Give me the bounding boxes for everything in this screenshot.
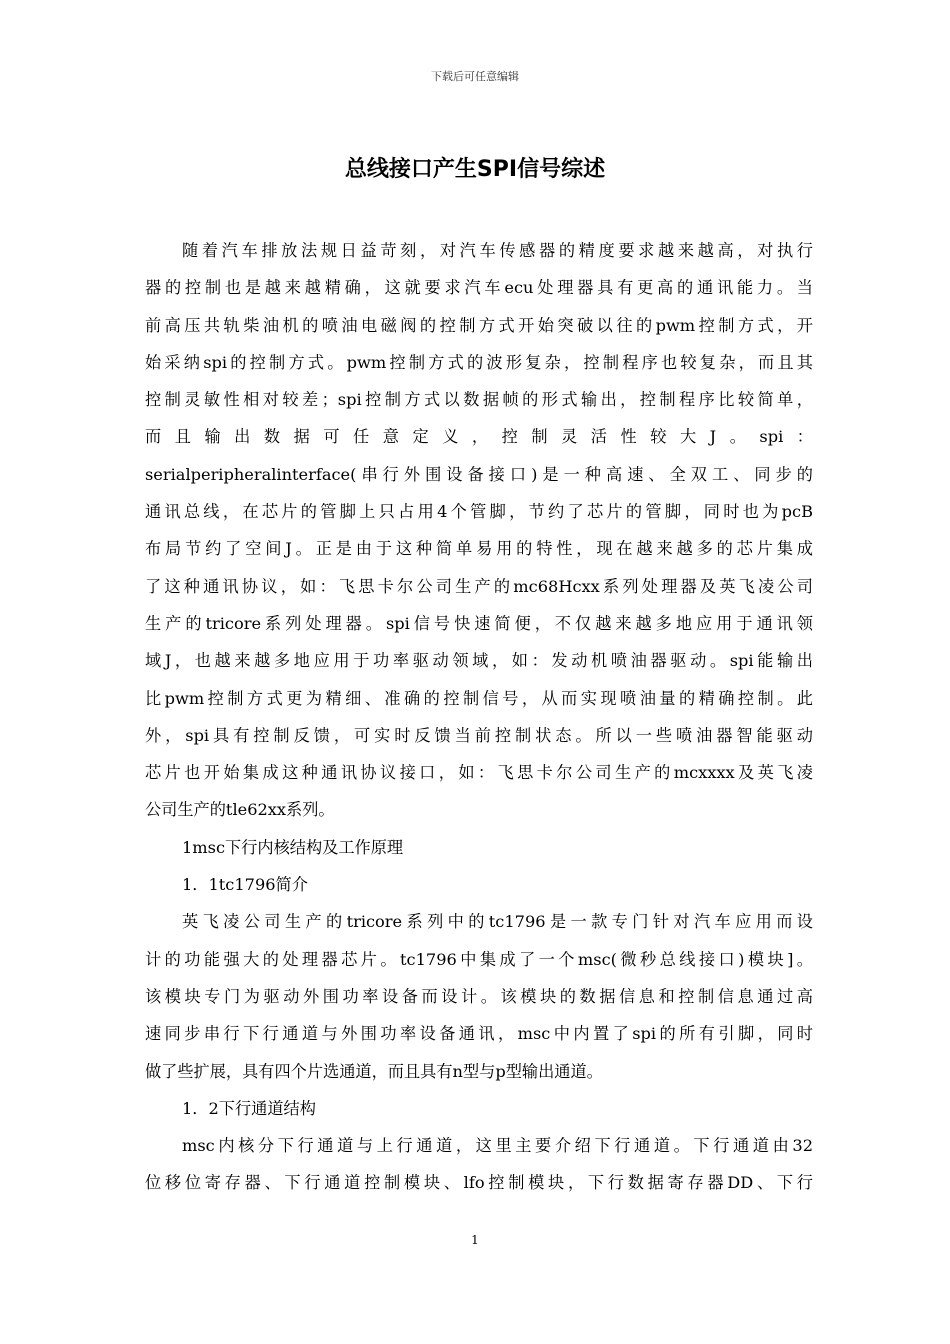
text-line: 而且输出数据可任意定义，控制灵活性较大J。spi： (145, 427, 813, 447)
text-line: 了这种通讯协议，如：飞思卡尔公司生产的mc68Hcxx系列处理器及英飞凌公司 (145, 576, 813, 596)
text-line: 速同步串行下行通道与外围功率设备通讯，msc中内置了spi的所有引脚，同时 (145, 1024, 813, 1044)
text-line: 域J，也越来越多地应用于功率驱动领域，如：发动机喷油器驱动。spi能输出 (145, 651, 813, 671)
subsection-heading: 1．2下行通道结构 (182, 1098, 316, 1118)
subsection-heading: 1．1tc1796简介 (182, 875, 308, 895)
document-title: 总线接口产生SPI信号综述 (344, 157, 606, 182)
text-line: 始采纳spi的控制方式。pwm控制方式的波形复杂，控制程序也较复杂，而且其 (145, 352, 813, 372)
page-number: 1 (471, 1233, 479, 1247)
text-line: 芯片也开始集成这种通讯协议接口，如：飞思卡尔公司生产的mcxxxx及英飞凌 (145, 763, 813, 783)
text-line: 比pwm控制方式更为精细、准确的控制信号，从而实现喷油量的精确控制。此 (145, 688, 813, 708)
text-line: 公司生产的tle62xx系列。 (145, 800, 335, 820)
text-line: msc内核分下行通道与上行通道，这里主要介绍下行通道。下行通道由32 (182, 1136, 813, 1156)
text-line: 前高压共轨柴油机的喷油电磁阀的控制方式开始突破以往的pwm控制方式，开 (145, 315, 813, 335)
text-line: 器的控制也是越来越精确，这就要求汽车ecu处理器具有更高的通讯能力。当 (145, 278, 813, 298)
header-note: 下载后可任意编辑 (431, 70, 519, 83)
text-line: 布局节约了空间J。正是由于这种简单易用的特性，现在越来越多的芯片集成 (145, 539, 813, 559)
text-line: 位移位寄存器、下行通道控制模块、lfo控制模块，下行数据寄存器DD、下行 (145, 1173, 813, 1193)
text-line: 通讯总线，在芯片的管脚上只占用4个管脚，节约了芯片的管脚，同时也为pcB (145, 502, 813, 522)
text-line: 计的功能强大的处理器芯片。tc1796中集成了一个msc(微秒总线接口)模块]。 (145, 949, 813, 969)
text-line: 英飞凌公司生产的tricore系列中的tc1796是一款专门针对汽车应用而设 (182, 912, 813, 932)
text-line: 做了些扩展，具有四个片选通道，而且具有n型与p型输出通道。 (145, 1061, 603, 1081)
text-line: 外，spi具有控制反馈，可实时反馈当前控制状态。所以一些喷油器智能驱动 (145, 725, 813, 745)
document-body (145, 232, 813, 1202)
text-line: 生产的tricore系列处理器。spi信号快速简便，不仅越来越多地应用于通讯领 (145, 613, 813, 633)
text-line: 控制灵敏性相对较差；spi控制方式以数据帧的形式输出，控制程序比较简单， (145, 390, 813, 410)
section-heading: 1msc下行内核结构及工作原理 (182, 837, 404, 857)
text-line: 随着汽车排放法规日益苛刻，对汽车传感器的精度要求越来越高，对执行 (182, 241, 813, 260)
text-line: 该模块专门为驱动外围功率设备而设计。该模块的数据信息和控制信息通过高 (145, 986, 813, 1006)
text-line: serialperipheralinterface(串行外围设备接口)是一种高速、全双工、同步的 (145, 464, 813, 484)
